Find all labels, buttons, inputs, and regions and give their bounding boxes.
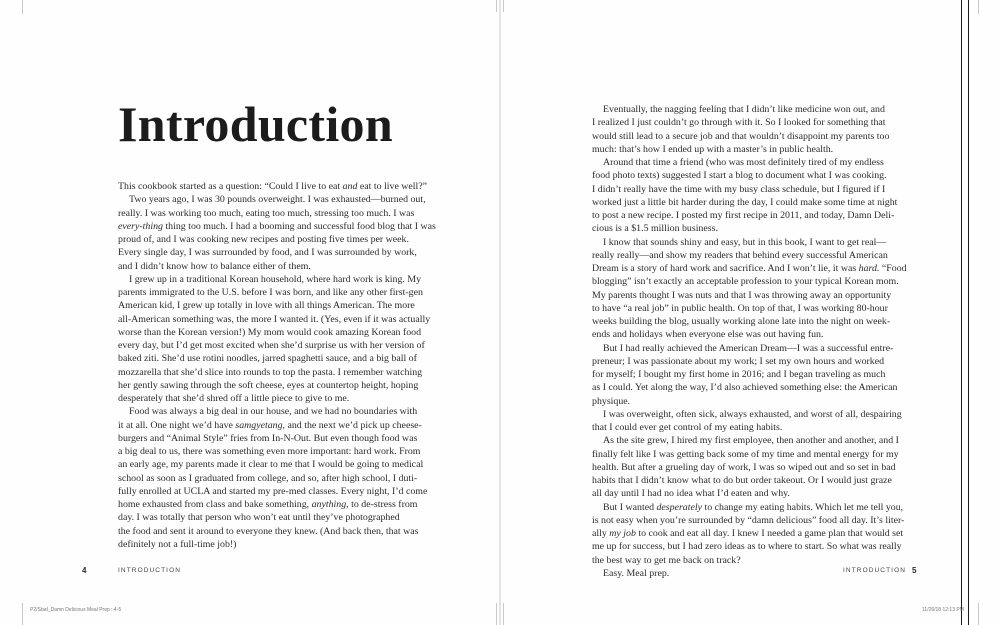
text-line: physique. [592, 395, 631, 407]
text-line: preneur; I was passionate about my work; I set my own hours and worked [592, 355, 885, 367]
text-line: home exhausted from class and bake something, anything, to de-stress from [118, 499, 418, 510]
text-line: really really—and show my readers that behind every successful American [592, 249, 888, 261]
text-line: fully enrolled at UCLA and started my pre-med classes. Every night, I’d come [118, 485, 428, 497]
text-line: Food was always a big deal in our house, and we had no boundaries with [129, 406, 418, 418]
crop-mark-bottom-center-left [496, 603, 497, 625]
text-line: weeks building the blog, usually working alone late into the night on week- [592, 316, 891, 327]
spine-gutter [499, 0, 501, 625]
text-line: would still lead to a secure job and that wouldn’t disappoint my parents too [592, 130, 890, 142]
text-line: food photo texts) suggested I start a blog to document what I was cooking. [592, 170, 887, 182]
text-line: I was overweight, often sick, always exhausted, and worst of all, despairing [603, 408, 902, 420]
text-line: as I could. Yet along the way, I’d also achieved something else: the American [592, 382, 898, 394]
text-line: desperately that she’d shred off a little piece to give to me. [118, 393, 350, 404]
text-line: health. But after a grueling day of work, I was so wiped out and so set in bad [592, 461, 896, 473]
text-line: mozzarella that she’d slice into rounds to top the pasta. I remember watching [118, 366, 423, 378]
text-line: proud of, and I was cooking new recipes and posting five times per week. [118, 234, 409, 245]
text-line: ends and holidays when everyone else was out having fun. [592, 329, 824, 341]
text-line: American kid, I grew up totally in love with all things American. The more [118, 300, 415, 312]
text-line: all-American something was, the more I wanted it. (Yes, even if it was actually [118, 313, 431, 325]
text-line: cious is a $1.5 million business. [592, 223, 718, 235]
text-line: worse than the Korean version!) My mom would cook amazing Korean food [118, 326, 422, 338]
left-body-text [118, 180, 470, 551]
text-line: for myself; I bought my first home in 2016; and I began traveling as much [592, 369, 886, 380]
text-line: it at all. One night we’d have samgyetang, and the next we’d pick up cheese- [118, 419, 422, 431]
text-line: is not easy when you’re surrounded by “damn delicious” food all day. It’s liter- [592, 514, 905, 526]
text-line: school as soon as I graduated from college, and so, after high school, I duti- [118, 472, 418, 484]
text-line: This cookbook started as a question: “Could I live to eat and eat to live well?” [118, 181, 428, 192]
crop-mark-top-right [978, 0, 979, 14]
running-head-right: INTRODUCTION [843, 567, 907, 574]
text-line: blogging” isn’t exactly an acceptable profession to your typical Korean mom. [592, 276, 899, 288]
text-line: ally my job to cook and eat all day. I knew I needed a game plan that would set [592, 528, 904, 539]
chapter-title: Introduction [118, 96, 393, 152]
crop-mark-top-center-right [503, 0, 504, 12]
text-line: all day until I had no idea what I’d eaten and why. [592, 488, 790, 500]
text-line: day. I was totally that person who won’t eat until they’ve photographed [118, 512, 400, 524]
right-body-text [592, 103, 942, 580]
running-head-left: INTRODUCTION [118, 567, 182, 574]
text-line: to post a new recipe. I posted my first recipe in 2011, and today, Damn Deli- [592, 210, 895, 221]
text-line: me up for success, but I had zero ideas as to where to start. So what was really [592, 541, 902, 553]
right-edge-rule-1 [961, 0, 962, 625]
text-line: much: that’s how I ended up with a master’s in public health. [592, 143, 834, 155]
crop-mark-top-center-left [496, 0, 497, 12]
text-line: to have “a real job” in public health. On top of that, I was working 80-hour [592, 302, 888, 314]
right-edge-rule-2 [968, 0, 969, 625]
text-line: worked just a little bit harder during the day, I could make some time at night [592, 196, 898, 208]
crop-mark-top-left [22, 0, 23, 14]
text-line: an early age, my parents made it clear to me that I would be going to medical [118, 459, 424, 471]
text-line: My parents thought I was nuts and that I was throwing away an opportunity [592, 289, 892, 301]
text-line: Eventually, the nagging feeling that I didn’t like medicine won out, and [603, 104, 885, 115]
page-number-right: 5 [912, 566, 917, 575]
print-slug-right: 11/26/18 12:13 PM [922, 607, 964, 613]
crop-mark-bottom-right [978, 603, 979, 625]
crop-mark-bottom-center-right [503, 603, 504, 625]
text-line: her gently sawing through the soft cheese, eyes at countertop height, hoping [118, 379, 419, 391]
text-line: every-thing thing too much. I had a booming and successful food blog that I was [118, 220, 436, 232]
text-line: Two years ago, I was 30 pounds overweight. I was exhausted—burned out, [129, 194, 426, 206]
text-line: I realized I just couldn’t go through with it. So I looked for something that [592, 117, 886, 129]
text-line: baked ziti. She’d use rotini noodles, jarred spaghetti sauce, and a big ball of [118, 353, 417, 365]
text-line: But I wanted desperately to change my eating habits. Which let me tell you, [603, 501, 904, 513]
text-line: habits that I didn’t know what to do but order takeout. Or I would just graze [592, 475, 892, 486]
text-line: finally felt like I was getting back some of my time and mental energy for my [592, 448, 899, 460]
print-slug-left: P2/Stad_Damn Delicious Meal Prep : 4-5 [30, 607, 122, 613]
text-line: really. I was working too much, eating too much, stressing too much. I was [118, 207, 415, 219]
text-line: Around that time a friend (who was most definitely tired of my endless [603, 157, 884, 168]
text-line: that I could ever get control of my eating habits. [592, 422, 783, 433]
text-line: parents immigrated to the U.S. before I was born, and like any other first-gen [118, 287, 423, 298]
text-line: Every single day, I was surrounded by food, and I was surrounded by work, [118, 247, 417, 259]
text-line: and I didn’t know how to balance either of them. [118, 260, 311, 272]
text-line: definitely not a full-time job!) [118, 538, 237, 550]
page-number-left: 4 [82, 566, 87, 575]
text-line: the food and sent it around to everyone they knew. (And back then, that was [118, 525, 419, 537]
text-line: the best way to get me back on track? [592, 554, 741, 566]
text-line: a big deal to us, there was something even more important: hard work. From [118, 446, 421, 457]
text-line: burgers and “Animal Style” fries from In-N-Out. But even though food was [118, 432, 418, 444]
text-line: But I had really achieved the American Dream—I was a successful entre- [603, 342, 894, 354]
text-line: I know that sounds shiny and easy, but in this book, I want to get real— [603, 236, 887, 248]
text-line: Easy. Meal prep. [603, 567, 670, 579]
text-line: every day, but I’d get most excited when she’d surprise us with her version of [118, 340, 425, 351]
text-line: I grew up in a traditional Korean household, where hard work is king. My [129, 273, 422, 285]
text-line: Dream is a story of hard work and sacrifice. And I won’t lie, it was hard. “Food [592, 263, 907, 274]
text-line: As the site grew, I hired my first employee, then another and another, and I [603, 435, 899, 447]
crop-mark-bottom-left [22, 603, 23, 625]
text-line: I didn’t really have the time with my busy class schedule, but I figured if I [592, 183, 886, 195]
